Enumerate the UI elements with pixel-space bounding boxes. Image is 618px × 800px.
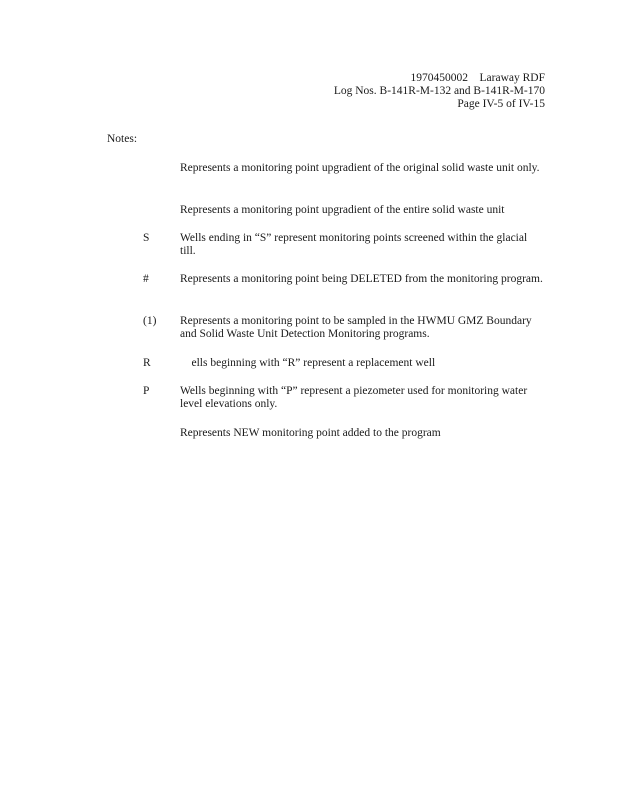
note-text: ells beginning with “R” represent a replacement well xyxy=(180,357,436,369)
note-text: Represents a monitoring point upgradient of the entire solid waste unit xyxy=(180,204,505,216)
note-symbol: (1) xyxy=(143,315,157,327)
note-symbol: # xyxy=(143,273,149,285)
document-header xyxy=(334,72,545,111)
facility-id-line: 1970450002 Laraway RDF xyxy=(410,72,545,84)
note-text: Represents a monitoring point upgradient of the original solid waste unit only. xyxy=(180,162,540,174)
page-number-line: Page IV-5 of IV-15 xyxy=(457,98,545,110)
note-text: Represents a monitoring point being DELETED from the monitoring program. xyxy=(180,273,543,285)
log-numbers-line: Log Nos. B-141R-M-132 and B-141R-M-170 xyxy=(333,85,545,97)
note-text: Wells ending in “S” represent monitoring points screened within the glacial till. xyxy=(180,232,528,257)
notes-title: Notes: xyxy=(107,133,138,145)
note-symbol: P xyxy=(143,385,150,397)
note-symbol: S xyxy=(143,232,150,244)
note-text: Represents a monitoring point to be sampled in the HWMU GMZ Boundary and Solid Waste Unit Detection Monitoring programs. xyxy=(180,315,532,340)
note-text: Represents NEW monitoring point added to the program xyxy=(180,427,441,439)
note-symbol: R xyxy=(143,357,151,369)
note-text: Wells beginning with “P” represent a piezometer used for monitoring water level elevations only. xyxy=(180,385,528,410)
